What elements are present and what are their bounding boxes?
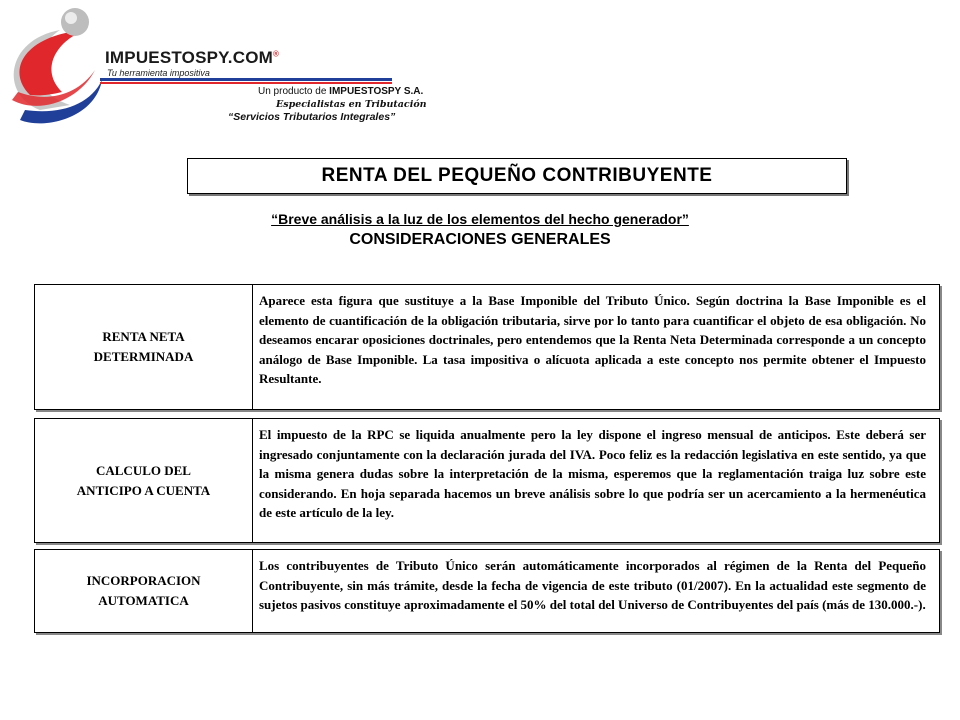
row-label: CALCULO DEL ANTICIPO A CUENTA <box>35 419 253 542</box>
registered-mark: ® <box>273 49 280 59</box>
brand-tagline: Tu herramienta impositiva <box>107 68 210 78</box>
brand-name: IMPUESTOSPY.COM® <box>105 48 280 67</box>
page-subtitle: “Breve análisis a la luz de los elementos del hecho generador” <box>271 211 689 227</box>
services-line: “Servicios Tributarios Integrales” <box>228 111 396 123</box>
info-row-incorporacion <box>34 549 940 633</box>
row-description: El impuesto de la RPC se liquida anualmente pero la ley dispone el ingreso mensual de anticipos. Este deberá ser ingresado conjuntamente con la declaración jurada del IVA. Poco feliz es la redacción legislativa en este sentido, ya que la misma genera dudas sobre la interpretación de la misma, esperemos que la reglamentación traiga luz sobre este considerando. En hoja separada hacemos un breve análisis sobre lo que podría ser un acercamiento a la hermenéutica de este artículo de la ley. <box>259 427 926 520</box>
company-logo <box>0 0 427 140</box>
producer-line: Un producto de IMPUESTOSPY S.A. <box>258 86 424 97</box>
info-row-calculo-anticipo <box>34 418 940 543</box>
row-label: INCORPORACION AUTOMATICA <box>35 550 253 632</box>
row-description: Los contribuyentes de Tributo Único serán automáticamente incorporados al régimen de la Renta del Pequeño Contribuyente, sin más trámite, desde la fecha de vigencia de este tributo (01/2007). En la actualidad este segmento de sujetos pasivos constituye aproximadamente el 50% del total del Universo de Contribuyentes del país (más de 130.000.-). <box>259 558 926 612</box>
page-title: RENTA DEL PEQUEÑO CONTRIBUYENTE <box>321 165 713 186</box>
info-row-renta-neta <box>34 284 940 410</box>
row-description: Aparece esta figura que sustituye a la Base Imponible del Tributo Único. Según doctrina la Base Imponible es el elemento de cuantificación de la obligación tributaria, sirve por lo tanto para cuantificar el objeto de esa obligación. No deseamos encarar oposiciones doctrinales, pero entendemos que la Renta Neta Determinada corresponde a un concepto análogo de Base Imponible. La tasa impositiva o alícuota aplicada a este concepto nos permite obtener el Impuesto Resultante. <box>259 293 926 386</box>
page-title-box <box>187 158 847 194</box>
section-heading: CONSIDERACIONES GENERALES <box>349 231 611 248</box>
row-label: RENTA NETA DETERMINADA <box>35 285 253 409</box>
specialists-line: Especialistas en Tributación <box>276 99 427 110</box>
